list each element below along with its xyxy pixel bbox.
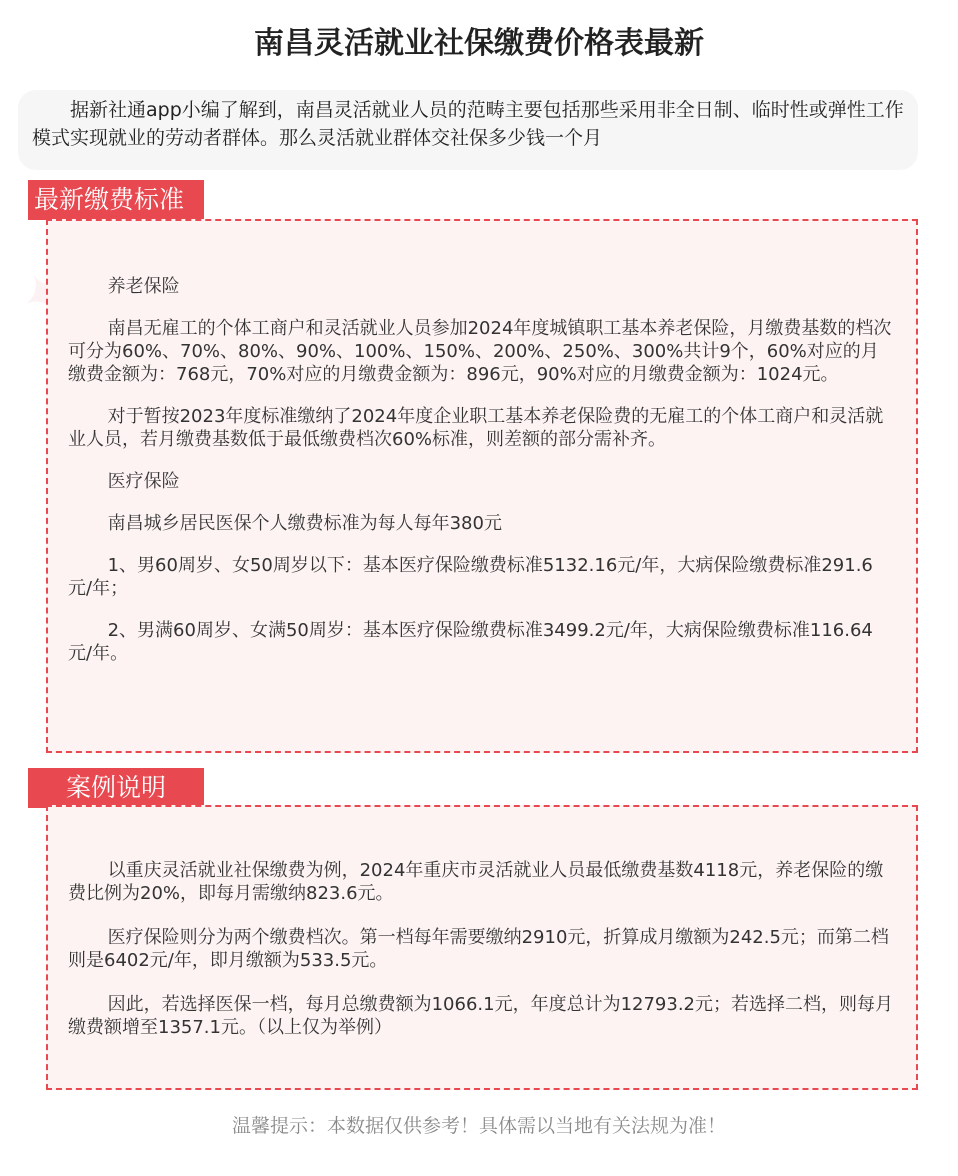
section-header-case-study: 案例说明: [28, 768, 204, 808]
fee-standard-box: [46, 219, 918, 753]
medical-under-age-paragraph: 1、男60周岁、女50周岁以下：基本医疗保险缴费标准5132.16元/年，大病保险缴费标准291.6元/年；: [68, 555, 873, 599]
page-title: 南昌灵活就业社保缴费价格表最新: [254, 26, 704, 61]
case-total-paragraph: 因此，若选择医保一档，每月总缴费额为1066.1元，年度总计为12793.2元；若选择二档，则每月缴费额增至1357.1元。（以上仅为举例）: [68, 994, 894, 1038]
heading-medical-insurance: 医疗保险: [107, 471, 180, 492]
medical-over-age-paragraph: 2、男满60周岁、女满50周岁：基本医疗保险缴费标准3499.2元/年，大病保险缴费标准116.64元/年。: [68, 620, 873, 664]
medical-resident-paragraph: 南昌城乡居民医保个人缴费标准为每人每年380元: [107, 513, 502, 534]
footer-tip: 温馨提示：本数据仅供参考！具体需以当地有关法规为准！: [231, 1115, 726, 1137]
pension-supplement-paragraph: 对于暂按2023年度标准缴纳了2024年度企业职工基本养老保险费的无雇工的个体工商户和灵活就业人员，若月缴费基数低于最低缴费档次60%标准，则差额的部分需补齐。: [68, 406, 884, 450]
section-header-fee-standard: 最新缴费标准: [28, 180, 204, 220]
case-pension-paragraph: 以重庆灵活就业社保缴费为例，2024年重庆市灵活就业人员最低缴费基数4118元，养老保险的缴费比例为20%，即每月需缴纳823.6元。: [68, 860, 884, 904]
heading-pension-insurance: 养老保险: [107, 276, 180, 297]
case-study-box: [46, 805, 918, 1090]
intro-paragraph: 据新社通app小编了解到，南昌灵活就业人员的范畴主要包括那些采用非全日制、临时性或弹性工作模式实现就业的劳动者群体。那么灵活就业群体交社保多少钱一个月: [18, 90, 918, 170]
case-medical-paragraph: 医疗保险则分为两个缴费档次。第一档每年需要缴纳2910元，折算成月缴额为242.5元；而第二档则是6402元/年，即月缴额为533.5元。: [68, 927, 889, 971]
pension-base-paragraph: 南昌无雇工的个体工商户和灵活就业人员参加2024年度城镇职工基本养老保险，月缴费基数的档次可分为60%、70%、80%、90%、100%、150%、200%、250%、300%共计9个，60%对应的月缴费金额为：768元，70%对应的月缴费金额为：896元，90%对应的月缴费金额为：1024元。: [68, 318, 892, 385]
